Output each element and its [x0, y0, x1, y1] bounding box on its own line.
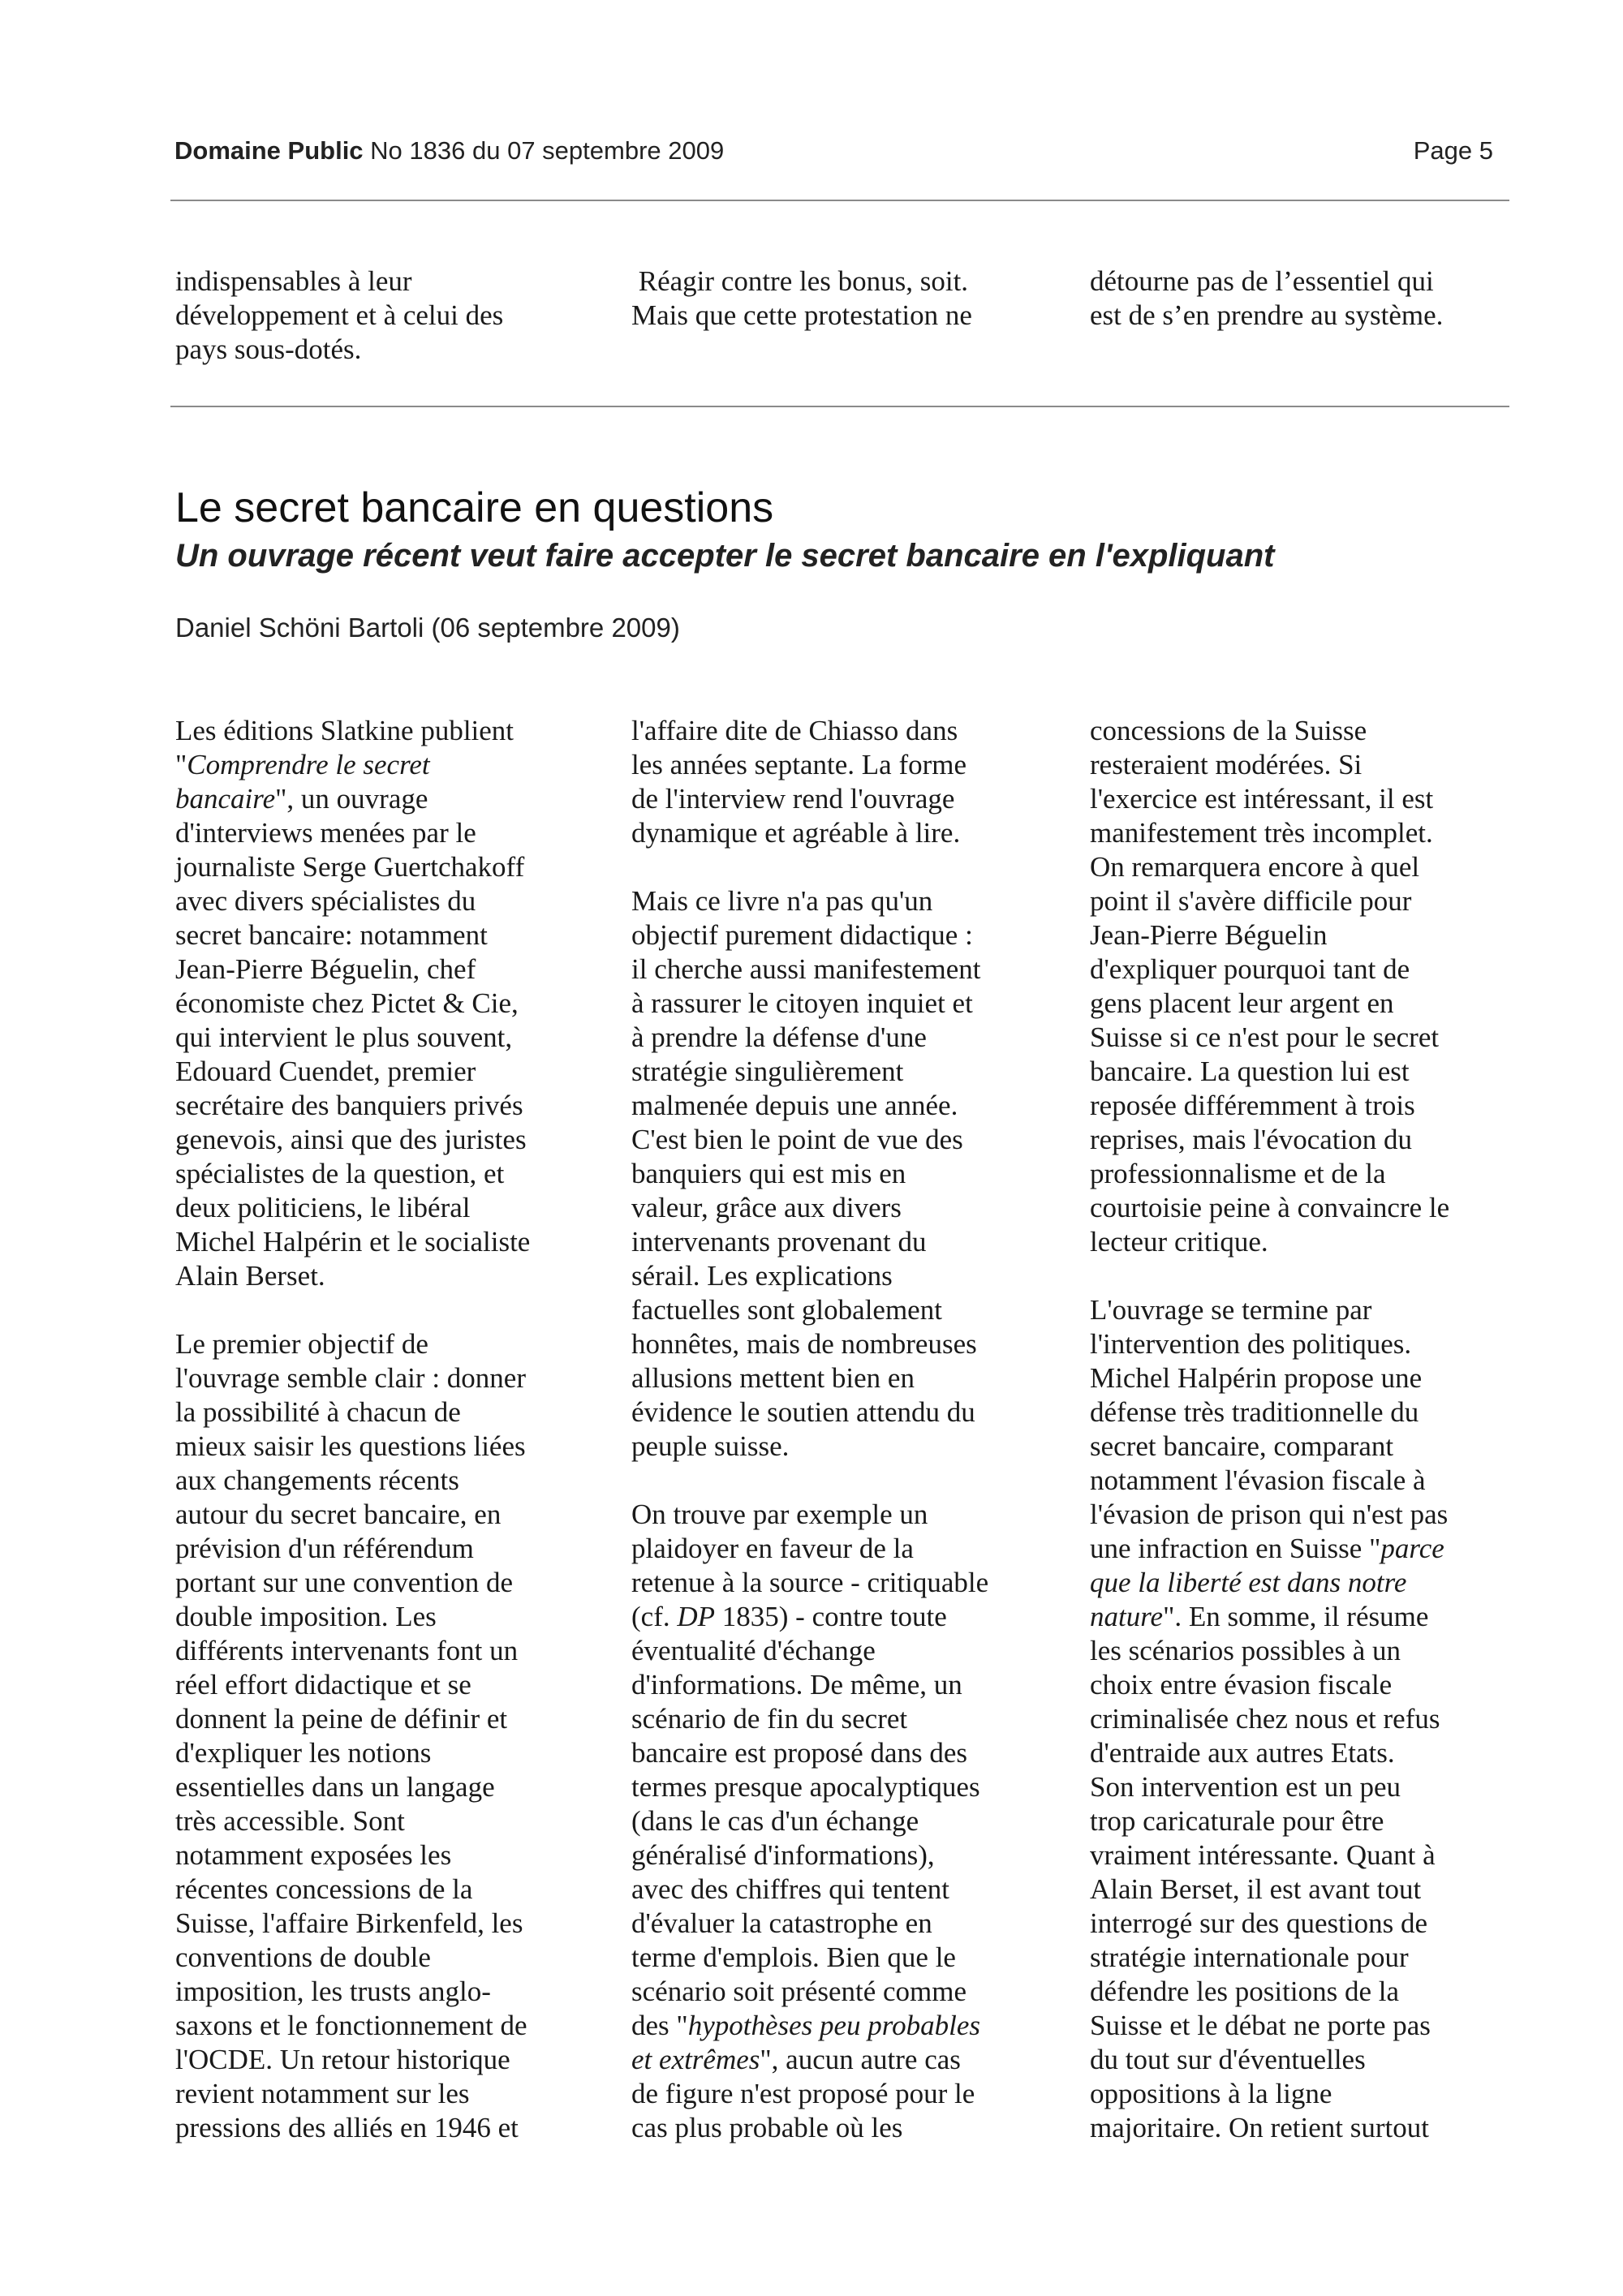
- text-line: d'interviews menées par le: [175, 817, 476, 849]
- article-byline: Daniel Schöni Bartoli (06 septembre 2009): [175, 613, 680, 643]
- issue-info: No 1836 du 07 septembre 2009: [370, 136, 725, 165]
- text-line: la possibilité à chacun de: [175, 1396, 461, 1428]
- text-fragment: 1835) - contre toute: [715, 1601, 947, 1632]
- tail-column-2: [631, 264, 972, 333]
- text-fragment: ": [175, 749, 187, 780]
- text-line: évidence le soutien attendu du: [631, 1396, 975, 1428]
- text-line: l'intervention des politiques.: [1090, 1328, 1412, 1360]
- text-line: deux politiciens, le libéral: [175, 1192, 471, 1223]
- paragraph: [631, 1498, 988, 2145]
- text-line: défense très traditionnelle du: [1090, 1396, 1419, 1428]
- text-line: de figure n'est proposé pour le: [631, 2078, 975, 2109]
- text-line: [1090, 1566, 1449, 1600]
- text-line: Son intervention est un peu: [1090, 1771, 1401, 1803]
- text-line: genevois, ainsi que des juristes: [175, 1124, 527, 1155]
- text-line: lecteur critique.: [1090, 1226, 1268, 1258]
- text-line: [631, 2009, 988, 2043]
- text-line: différents intervenants font un: [175, 1635, 519, 1666]
- text-line: bancaire est proposé dans des: [631, 1737, 968, 1769]
- text-line: peuple suisse.: [631, 1430, 790, 1462]
- text-line: d'entraide aux autres Etats.: [1090, 1737, 1395, 1769]
- text-line: vraiment intéressante. Quant à: [1090, 1839, 1436, 1871]
- text-line: journaliste Serge Guertchakoff: [175, 851, 525, 883]
- text-line: courtoisie peine à convaincre le: [1090, 1192, 1450, 1223]
- text-line: récentes concessions de la: [175, 1873, 473, 1905]
- text-fragment: ", un ouvrage: [275, 783, 428, 815]
- text-line: portant sur une convention de: [175, 1567, 514, 1598]
- text-line: intervenants provenant du: [631, 1226, 927, 1258]
- text-line: pays sous-dotés.: [175, 333, 362, 365]
- text-line: scénario soit présenté comme: [631, 1976, 967, 2007]
- text-line: imposition, les trusts anglo-: [175, 1976, 491, 2007]
- text-line: [1090, 1532, 1449, 1566]
- text-line: du tout sur d'éventuelles: [1090, 2044, 1366, 2075]
- paragraph: [175, 1327, 530, 2145]
- quote: nature: [1090, 1601, 1164, 1632]
- text-line: Michel Halpérin et le socialiste: [175, 1226, 531, 1258]
- article-title: Le secret bancaire en questions: [175, 484, 774, 531]
- quote: que la liberté est dans notre: [1090, 1567, 1407, 1598]
- page-header: [174, 136, 1493, 169]
- text-line: majoritaire. On retient surtout: [1090, 2112, 1429, 2143]
- text-line: éventualité d'échange: [631, 1635, 876, 1666]
- text-line: l'exercice est intéressant, il est: [1090, 783, 1434, 815]
- text-line: défendre les positions de la: [1090, 1976, 1400, 2007]
- quote: parce: [1380, 1533, 1444, 1564]
- text-line: réel effort didactique et se: [175, 1669, 471, 1701]
- text-line: malmenée depuis une année.: [631, 1090, 958, 1121]
- text-line: développement et à celui des: [175, 299, 504, 331]
- text-fragment: une infraction en Suisse ": [1090, 1533, 1381, 1564]
- text-line: donnent la peine de définir et: [175, 1703, 508, 1735]
- text-line: secret bancaire, comparant: [1090, 1430, 1394, 1462]
- text-line: objectif purement didactique :: [631, 919, 973, 951]
- text-line: Les éditions Slatkine publient: [175, 715, 514, 746]
- tail-column-1: [175, 264, 503, 367]
- text-line: Suisse, l'affaire Birkenfeld, les: [175, 1907, 523, 1939]
- text-line: scénario de fin du secret: [631, 1703, 908, 1735]
- article-column-1: [175, 714, 530, 2179]
- text-line: Suisse si ce n'est pour le secret: [1090, 1021, 1440, 1053]
- text-line: à rassurer le citoyen inquiet et: [631, 987, 973, 1019]
- text-line: Michel Halpérin propose une: [1090, 1362, 1423, 1394]
- text-line: indispensables à leur: [175, 265, 412, 297]
- quote: hypothèses peu probables: [687, 2010, 981, 2041]
- text-line: détourne pas de l’essentiel qui: [1090, 265, 1434, 297]
- text-line: l'évasion de prison qui n'est pas: [1090, 1498, 1449, 1530]
- text-line: saxons et le fonctionnement de: [175, 2010, 527, 2041]
- text-line: conventions de double: [175, 1941, 431, 1973]
- text-line: notamment exposées les: [175, 1839, 452, 1871]
- text-line: [631, 2043, 988, 2077]
- text-line: stratégie internationale pour: [1090, 1941, 1409, 1973]
- text-line: On trouve par exemple un: [631, 1498, 928, 1530]
- text-line: [175, 782, 530, 816]
- text-line: aux changements récents: [175, 1464, 459, 1496]
- tail-column-3: [1090, 264, 1443, 333]
- text-line: manifestement très incomplet.: [1090, 817, 1433, 849]
- text-line: Alain Berset, il est avant tout: [1090, 1873, 1422, 1905]
- text-line: Alain Berset.: [175, 1260, 325, 1292]
- text-line: concessions de la Suisse: [1090, 715, 1367, 746]
- text-line: l'affaire dite de Chiasso dans: [631, 715, 958, 746]
- text-line: allusions mettent bien en: [631, 1362, 915, 1394]
- text-line: Réagir contre les bonus, soit.: [631, 265, 969, 297]
- text-fragment: ". En somme, il résume: [1163, 1601, 1429, 1632]
- text-line: choix entre évasion fiscale: [1090, 1669, 1393, 1701]
- text-line: qui intervient le plus souvent,: [175, 1021, 513, 1053]
- text-line: secrétaire des banquiers privés: [175, 1090, 523, 1121]
- text-line: [1090, 1600, 1449, 1634]
- text-line: les scénarios possibles à un: [1090, 1635, 1401, 1666]
- text-line: avec divers spécialistes du: [175, 885, 476, 917]
- text-line: resteraient modérées. Si: [1090, 749, 1363, 780]
- publication-name: Domaine Public: [174, 136, 364, 165]
- page-number: Page 5: [1413, 136, 1493, 165]
- text-line: bancaire. La question lui est: [1090, 1056, 1410, 1087]
- text-line: trop caricaturale pour être: [1090, 1805, 1384, 1837]
- quote: et extrêmes: [631, 2044, 760, 2075]
- text-line: d'informations. De même, un: [631, 1669, 962, 1701]
- text-line: essentielles dans un langage: [175, 1771, 495, 1803]
- text-line: C'est bien le point de vue des: [631, 1124, 963, 1155]
- text-line: [175, 748, 530, 782]
- text-line: secret bancaire: notamment: [175, 919, 488, 951]
- text-line: Jean-Pierre Béguelin: [1090, 919, 1328, 951]
- text-line: plaidoyer en faveur de la: [631, 1533, 914, 1564]
- paragraph: [631, 884, 988, 1464]
- text-line: gens placent leur argent en: [1090, 987, 1394, 1019]
- header-divider: [170, 200, 1509, 201]
- text-line: généralisé d'informations),: [631, 1839, 935, 1871]
- text-line: mieux saisir les questions liées: [175, 1430, 526, 1462]
- text-line: autour du secret bancaire, en: [175, 1498, 502, 1530]
- text-line: les années septante. La forme: [631, 749, 967, 780]
- text-line: Mais que cette protestation ne: [631, 299, 972, 331]
- text-line: L'ouvrage se termine par: [1090, 1294, 1372, 1326]
- book-title: bancaire: [175, 783, 276, 815]
- book-title: Comprendre le secret: [187, 749, 430, 780]
- text-line: Le premier objectif de: [175, 1328, 428, 1360]
- paragraph: [631, 714, 988, 850]
- text-fragment: (cf.: [631, 1601, 678, 1632]
- text-line: pressions des alliés en 1946 et: [175, 2112, 519, 2143]
- text-line: termes presque apocalyptiques: [631, 1771, 980, 1803]
- text-line: est de s’en prendre au système.: [1090, 299, 1444, 331]
- text-line: prévision d'un référendum: [175, 1533, 474, 1564]
- text-line: sérail. Les explications: [631, 1260, 893, 1292]
- text-line: Mais ce livre n'a pas qu'un: [631, 885, 933, 917]
- text-fragment: des ": [631, 2010, 688, 2041]
- text-line: interrogé sur des questions de: [1090, 1907, 1428, 1939]
- text-line: l'OCDE. Un retour historique: [175, 2044, 510, 2075]
- text-line: dynamique et agréable à lire.: [631, 817, 961, 849]
- text-line: il cherche aussi manifestement: [631, 953, 981, 985]
- text-line: banquiers qui est mis en: [631, 1158, 906, 1189]
- text-line: économiste chez Pictet & Cie,: [175, 987, 519, 1019]
- article-column-2: [631, 714, 988, 2179]
- text-line: notamment l'évasion fiscale à: [1090, 1464, 1426, 1496]
- text-line: On remarquera encore à quel: [1090, 851, 1420, 883]
- text-line: très accessible. Sont: [175, 1805, 405, 1837]
- text-line: à prendre la défense d'une: [631, 1021, 927, 1053]
- text-line: d'expliquer pourquoi tant de: [1090, 953, 1410, 985]
- text-line: Edouard Cuendet, premier: [175, 1056, 476, 1087]
- text-line: d'évaluer la catastrophe en: [631, 1907, 932, 1939]
- paragraph: [1090, 714, 1449, 1259]
- text-line: honnêtes, mais de nombreuses: [631, 1328, 977, 1360]
- text-line: criminalisée chez nous et refus: [1090, 1703, 1440, 1735]
- text-line: Jean-Pierre Béguelin, chef: [175, 953, 476, 985]
- text-line: terme d'emplois. Bien que le: [631, 1941, 956, 1973]
- text-line: revient notamment sur les: [175, 2078, 470, 2109]
- text-line: de l'interview rend l'ouvrage: [631, 783, 955, 815]
- text-line: stratégie singulièrement: [631, 1056, 904, 1087]
- text-line: Suisse et le débat ne porte pas: [1090, 2010, 1431, 2041]
- text-line: cas plus probable où les: [631, 2112, 903, 2143]
- article-subtitle: Un ouvrage récent veut faire accepter le secret bancaire en l'expliquant: [175, 538, 1275, 574]
- text-line: [631, 1600, 988, 1634]
- text-line: reprises, mais l'évocation du: [1090, 1124, 1413, 1155]
- article-divider: [170, 406, 1509, 407]
- text-line: valeur, grâce aux divers: [631, 1192, 902, 1223]
- text-line: oppositions à la ligne: [1090, 2078, 1332, 2109]
- text-line: d'expliquer les notions: [175, 1737, 432, 1769]
- article-column-3: [1090, 714, 1449, 2179]
- text-line: reposée différemment à trois: [1090, 1090, 1415, 1121]
- paragraph: [1090, 1293, 1449, 2145]
- text-fragment: ", aucun autre cas: [760, 2044, 961, 2075]
- text-line: professionnalisme et de la: [1090, 1158, 1386, 1189]
- text-line: point il s'avère difficile pour: [1090, 885, 1412, 917]
- text-line: factuelles sont globalement: [631, 1294, 942, 1326]
- text-line: (dans le cas d'un échange: [631, 1805, 919, 1837]
- publication-ref: DP: [677, 1601, 716, 1632]
- text-line: l'ouvrage semble clair : donner: [175, 1362, 526, 1394]
- text-line: avec des chiffres qui tentent: [631, 1873, 949, 1905]
- text-line: double imposition. Les: [175, 1601, 437, 1632]
- text-line: retenue à la source - critiquable: [631, 1567, 989, 1598]
- text-line: spécialistes de la question, et: [175, 1158, 505, 1189]
- paragraph: [175, 714, 530, 1293]
